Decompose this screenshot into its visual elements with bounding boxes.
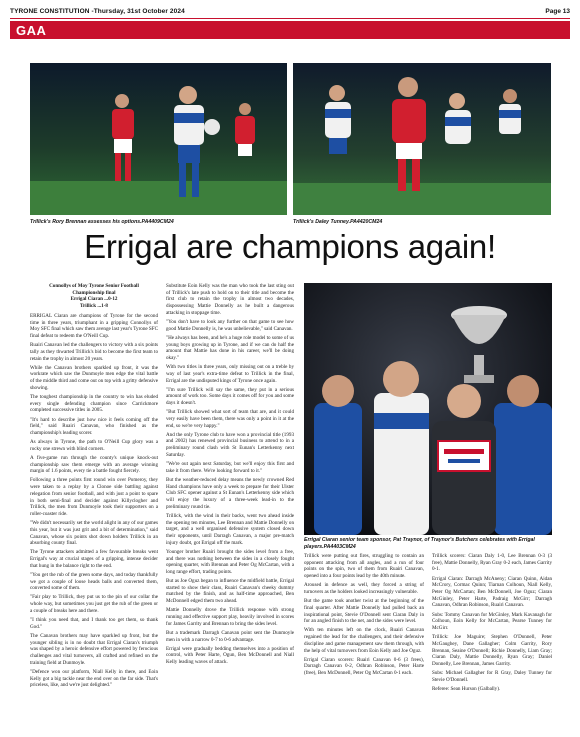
article-paragraph: "He always has been, and he's a huge role model to some of us young boys growing up in Tyrone, and if we can do half the amount that Mattie has done in his career, we'll be doing okay." — [166, 334, 294, 361]
header-rule — [10, 18, 570, 19]
article-paragraph: With ten minutes left on the clock, Ruairi Canavan regained the lead for the challengers, and their defensive discipline and game management saw them through, with the help of vital turnovers from Eoin Kelly and Joe Oguz. — [304, 627, 424, 654]
match-heading-line: Errigal Ciaran ...0-12 — [70, 296, 118, 303]
match-heading-line: Championship final — [72, 289, 116, 296]
article-paragraph: Subs: Michael Gallagher for R Gray, Daley Tunney for Stevie O'Donnell. — [432, 670, 552, 683]
article-paragraph: Substitute Eoin Kelly was the man who took the last sting out of Trillick's late push to hold on to their title and become the first club to retain the trophy in almost two decades, dispossessing Mattie Donnelly as he built a dangerous attacking in stoppage time. — [166, 283, 294, 316]
article-paragraph: The Tyrone attackers admitted a few favourable breaks went Errigal's way at crucial stages of a gripping, intense decider that hung in the balance right to the end. — [30, 549, 158, 569]
match-heading-line: Trillick ...1-8 — [80, 303, 108, 310]
page-number: Page 13 — [545, 8, 570, 15]
article-paragraph: "I think you need that, and I thank too get them, so thank God." — [30, 617, 158, 630]
caption-celebration-photo: Errigal Ciaran senior team sponsor, Pat Traynor, of Traynor's Butchers celebrates with Errigal players.PA4403CM24 — [304, 537, 535, 550]
article-paragraph: Mattie Donnelly drove the Trillick response with strong running and effective support play, heavily involved in scores for James Garrity and Brennan to bring the sides level. — [166, 607, 294, 627]
article-paragraph: "You don't have to look any further on that game to see how good Mattie Donnelly is, he was unbelievable," said Canavan. — [166, 318, 294, 332]
article-paragraph: But a trademark Darragh Canavan point sent the Dunmoyle men in with a narrow 0-7 to 0-6 advantage. — [166, 629, 294, 643]
article-column-1 — [30, 283, 158, 713]
match-heading-line: Connollys of Moy Tyrone Senior Football — [49, 283, 139, 289]
article-headline: Errigal are champions again! — [84, 228, 496, 265]
article-paragraph: While the Canavan brothers sparkled up front, it was the workrate which saw the Dunmoyle men edge the vital battle of the middle third and come out on top with a gritty defensive showing. — [30, 364, 158, 391]
publication-line: TYRONE CONSTITUTION -Thursday, 31st October 2024 — [10, 8, 185, 15]
article-column-3 — [304, 553, 424, 713]
article-paragraph: Errigal Ciaran: Darragh McAneny; Ciaran Quinn, Aidan McCrory, Cormac Quinn; Tiarnan Colhoun, Niall Kelly, Peter Og McCartan; Ben McDonnell, Joe Oguz; Ciaran McGinley, Peter Harte, Padraig McGirr; Darragh Canavan, Odhran Robinson, Ruairi Canavan. — [432, 575, 552, 609]
article-paragraph: Referee: Sean Hurson (Galbally). — [432, 685, 501, 692]
photo-celebration — [304, 283, 552, 535]
caption-left-photo: Trillick's Rory Brennan assesses his options.PA4409CM24 — [30, 219, 174, 225]
article-paragraph: Trillick scorers: Ciaran Daly 1-0, Lee Brennan 0-3 (3 free), Mattie Donnelly, Ryan Gray 0-2 each, James Garrity 0-1. — [432, 553, 552, 573]
article-paragraph: But as Joe Oguz began to influence the midfield battle, Errigal started to show their class, Ruairi Canavan's cheeky dummy matched by the finish, and as half-time approached, Ben McDonnell edged them two ahead. — [166, 578, 294, 605]
article-paragraph: Trillick were putting out fires, struggling to contain an opponent attacking from all angles, and a run of four points on the spin, two of them from Ruairi Canavan, opened into a four points lead by the 40th minute. — [304, 553, 424, 580]
article-paragraph: "It's hard to describe just how nice it feels coming off the field," said Ruairi Canavan, who finished as the championship's leading scorer. — [30, 416, 158, 436]
article-paragraph: With two titles in three years, only missing out on a treble by way of last year's extra-time defeat to Trillick in the final, Errigal are the undisputed kings of Tyrone once again. — [166, 364, 294, 384]
masthead — [0, 0, 580, 40]
article-column-4 — [432, 553, 552, 713]
photo-daley-tunney — [293, 63, 551, 215]
article-paragraph: But the weather-reduced delay means the newly crowned Red Hand champions have only a week to prepare for their Ulster Club SFC opener against a St Eunan's Letterkenny side which will enjoy the luxury of a three-week lead-in to the preliminary round tie. — [166, 476, 294, 510]
article-paragraph: The Canavan brothers may have sparkled up front, but the younger sibling is in no doubt that Errigal Ciaran's triumph was shaped by a heroic defensive effort powered by ferocious challenges and vital turnovers, all crafted and refined on the training field at Dunmoyle. — [30, 632, 158, 666]
article-paragraph: Trillick, with the wind in their backs, went two ahead inside the opening ten minutes, Lee Brennan and Mattie Donnelly on target, and a well organised defensive system closed down their opponents, until Darragh Canavan, a major pre-match injury doubt, got Errigal off the mark. — [166, 512, 294, 546]
article-paragraph: "But Trillick showed what sort of team that are, and it could very easily have been them, there was only a point in it at the end, so we're very happy." — [166, 409, 294, 429]
article-paragraph: And the only Tyrone club to have won a provincial title (1993 and 2002) has renewed provincial business to attend to in a preliminary round clash with St Eunan's Letterkenny next Saturday. — [166, 431, 294, 458]
article-paragraph: "We're out again next Saturday, but we'll enjoy this first and take it from there. We're looking forward to it." — [166, 460, 294, 474]
article-paragraph: "You get the rub of the green some days, and today thankfully we got a couple of loose heads balls and converted them, converted some of them. — [30, 571, 158, 592]
article-paragraph: The toughest championship in the country to win has eluded every single defending champion since Carrickmore completed successive titles in 2005. — [30, 393, 158, 414]
article-paragraph: Ruairi Canavan led the challengers to victory with a six points tally as they thwarted Trillick's bid to become the first team to retain the trophy in almost 20 years. — [30, 342, 158, 362]
section-bar — [10, 21, 570, 39]
article-paragraph: "I'm sure Trillick will say the same, they put in a serious amount of work too. Some days it comes off for you and some days it doesn't. — [166, 386, 294, 407]
article-paragraph: Following a three points first round win over Pomeroy, they were taken to a replay by a Clonoe side battling against relegation from senior football, and with just a point to spare in both semi-final and decider against Killyclogher and Trillick, the men from Dunmoyle took their supporters on a roller-coaster ride. — [30, 477, 158, 518]
article-paragraph: Subs: Tommy Canavan for McGinley, Mark Kavanagh for Colhoun, Eoin Kelly for McCartan, Pearse Tunney for McGirr. — [432, 611, 552, 631]
article-paragraph: A five-game run through the county's unique knock-out championship saw them emerge with an average winning margin of 1.6 points, every tie a battle fought fiercely. — [30, 454, 158, 475]
section-label: GAA — [16, 23, 47, 38]
article-paragraph: Errigal were gradually bedding themselves into a position of control, with Peter Harte, Ogun, Ben McDonnell and Niall Kelly leading waves of attack. — [166, 645, 294, 666]
article-paragraph: Aroused in defence as well, they forced a string of turnovers as the holders looked increasingly vulnerable. — [304, 582, 424, 595]
caption-right-photo: Trillick's Daley Tunney.PA4420CM24 — [293, 219, 383, 225]
article-paragraph: Trillick: Joe Maguire; Stephen O'Donnell, Peter McGaughey, Dane Gallagher; Colm Garrity, Rory Brennan, Seaine O'Donnell; Richie Donnelly, Liam Gray; Ciaran Daly, Mattie Donnelly, Ryan Gray; Daniel Donnelly, Lee Brennan, James Garrity. — [432, 634, 552, 667]
article-column-2 — [166, 283, 294, 713]
article-paragraph: "We didn't necessarily set the world alight in any of our games this year, but it was just grit and a bit of determination," said Canavan, whose six points shot down holders Trillick in an absorbing county final. — [30, 520, 158, 547]
article-paragraph: ERRIGAL Ciaran are champions of Tyrone for the second time in three years, triumphant in a gripping Connollys of Moy SFC final which saw them avenge last year's Tyrone SFC final defeat to redeem the O'Neill Cup. — [30, 312, 158, 340]
article-paragraph: As always in Tyrone, the path to O'Neill Cup glory was a rocky one strewn with blind corners. — [30, 439, 158, 452]
article-paragraph: But the game took another twist at the beginning of the final quarter. After Mattie Donnelly had pulled back an inspirational point, Stevie O'Donnell sent Ciaran Daly in for an angled finish to the net, and the sides were level. — [304, 598, 424, 625]
article-paragraph: Errigal Ciaran scorers: Ruairi Canavan 0-6 (3 frees), Darragh Canavan 0-2, Odhran Robinson, Peter Harte (free), Ben McDonnell, Peter Og McCartan 0-1 each. — [304, 656, 424, 677]
photo-rory-brennan — [30, 63, 287, 215]
article-paragraph: "Fair play to Trillick, they put us to the pin of our collar the whole way, but sometimes you just get the rub of the green or a couple of breaks here and there. — [30, 594, 158, 614]
article-paragraph: "Defence won our platform, Niall Kelly in there, and Eoin Kelly got a big tackle near the end over on the far side. That's priceless, like, and we're just delighted." — [30, 668, 158, 689]
article-paragraph: Younger brother Ruairi brought the sides level from a free, and there was nothing between the sides in a closely fought opening quarter, with Brennan and Peter Og McCartan, with a long range effort, trading points. — [166, 548, 294, 575]
